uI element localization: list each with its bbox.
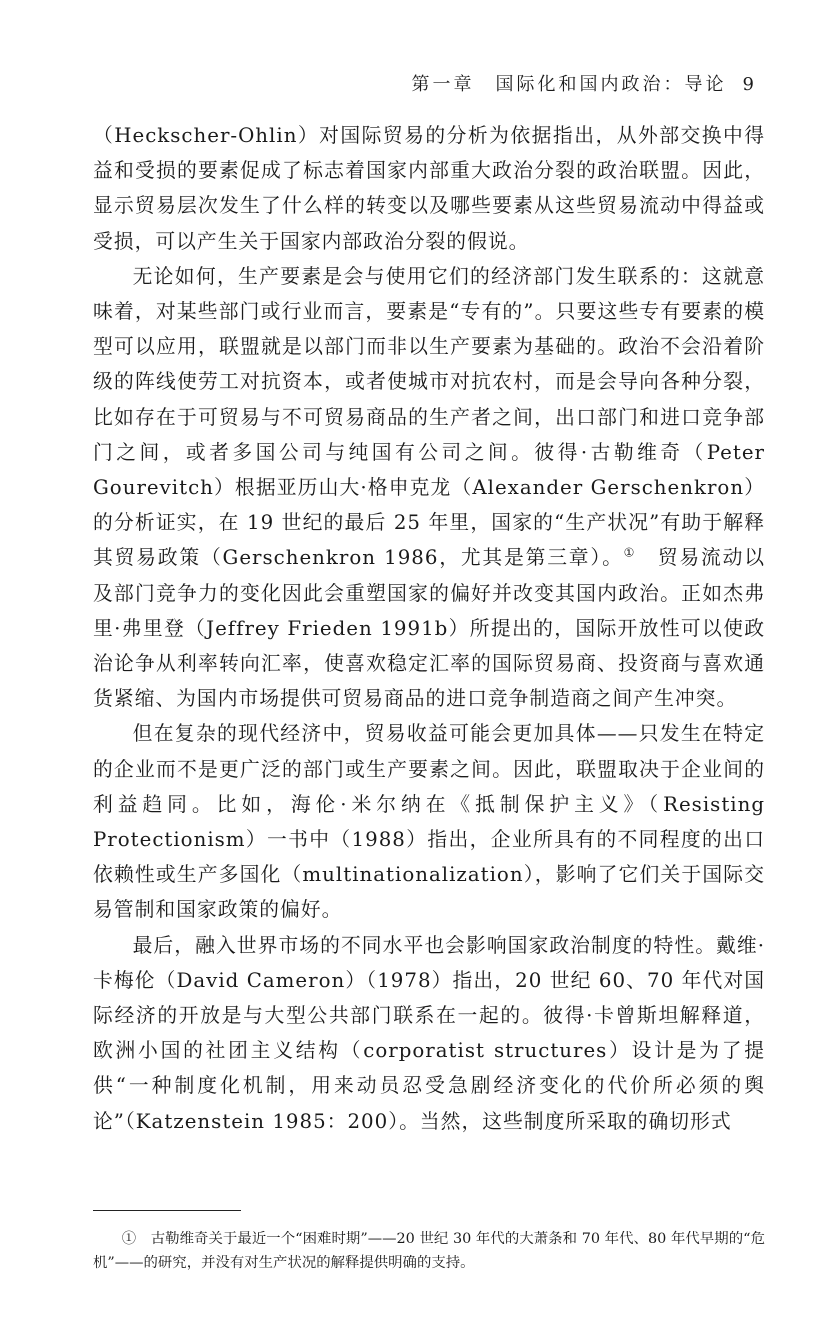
running-header — [412, 70, 754, 96]
footnote: ① 古勒维奇关于最近一个“困难时期”——20 世纪 30 年代的大萧条和 70 年代、80 年代早期的“危机”——的研究，并没有对生产状况的解释提供明确的支持。 — [93, 1231, 765, 1271]
footnote-marker[interactable]: ① — [623, 545, 637, 560]
paragraph-3: 但在复杂的现代经济中，贸易收益可能会更加具体——只发生在特定的企业而不是更广泛的部门或生产要素之间。因此，联盟取决于企业间的利益趋同。比如，海伦·米尔纳在《抵制保护主义》（Resisting Protectionism）一书中（1988）指出，企业所具有的不同程度的出口依赖性或生产多国化（multinationalization），影响了它们关于国际交易管制和国家政策的偏好。 — [93, 722, 765, 922]
footnote-divider — [93, 1210, 241, 1211]
paragraph-4: 最后，融入世界市场的不同水平也会影响国家政治制度的特性。戴维·卡梅伦（David Cameron）（1978）指出，20 世纪 60、70 年代对国际经济的开放是与大型公共部门联系在一起的。彼得·卡曾斯坦解释道，欧洲小国的社团主义结构（corporatist structures）设计是为了提供“一种制度化机制，用来动员忍受急剧经济变化的代价所必须的舆论”（Katzenstein 1985：200）。当然，这些制度所采取的确切形式 — [93, 933, 765, 1133]
paragraph-2 — [93, 259, 765, 717]
body-text — [93, 118, 765, 1139]
paragraph-2-text: 无论如何，生产要素是会与使用它们的经济部门发生联系的：这就意味着，对某些部门或行业而言，要素是“专有的”。只要这些专有要素的模型可以应用，联盟就是以部门而非以生产要素为基础的。政治不会沿着阶级的阵线使劳工对抗资本，或者使城市对抗农村，而是会导向各种分裂，比如存在于可贸易与不可贸易商品的生产者之间，出口部门和进口竞争部门之间，或者多国公司与纯国有公司之间。彼得·古勒维奇（Peter Gourevitch）根据亚历山大·格申克龙（Alexander Gerschenkron）的分析证实，在 19 世纪的最后 25 年里，国家的“生产状况”有助于解释其贸易政策（Gerschenkron 1986，尤其是第三章）。 — [93, 264, 765, 570]
paragraph-2-continued: 贸易流动以及部门竞争力的变化因此会重塑国家的偏好并改变其国内政治。正如杰弗里·弗里登（Jeffrey Frieden 1991b）所提出的，国际开放性可以使政治论争从利率转向汇率，使喜欢稳定汇率的国际贸易商、投资商与喜欢通货紧缩、为国内市场提供可贸易商品的进口竞争制造商之间产生冲突。 — [93, 546, 765, 711]
page-number: 9 — [742, 74, 754, 95]
chapter-title: 第一章 国际化和国内政治：导论 — [411, 74, 727, 95]
paragraph-1: （Heckscher-Ohlin）对国际贸易的分析为依据指出，从外部交换中得益和受损的要素促成了标志着国家内部重大政治分裂的政治联盟。因此，显示贸易层次发生了什么样的转变以及哪些要素从这些贸易流动中得益或受损，可以产生关于国家内部政治分裂的假说。 — [93, 124, 765, 253]
